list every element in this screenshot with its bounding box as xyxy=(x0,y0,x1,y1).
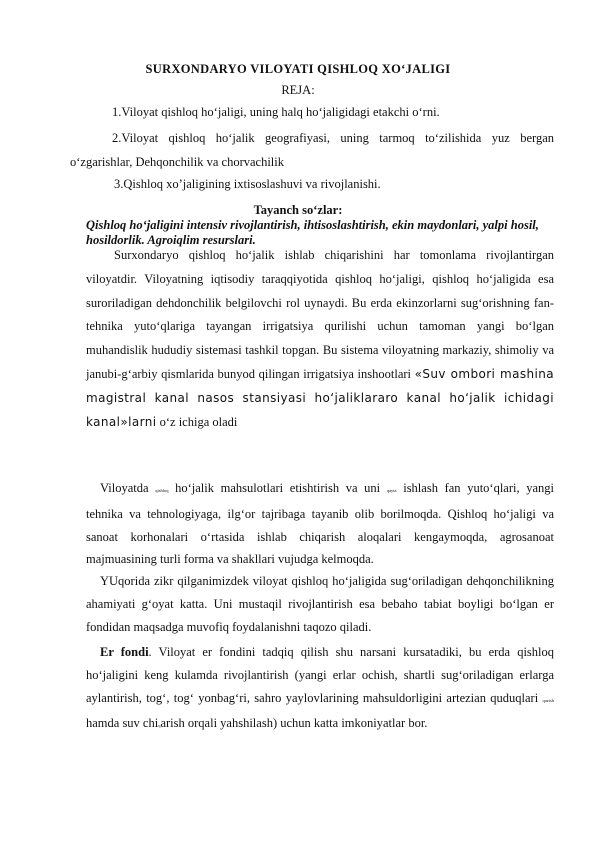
paragraph-production-c: ishlash fan yuto‘qlari, yangi tehnika va tehnologiyaga, ilg‘or tajribaga tayanib olib borilmoqda. Qishloq ho‘jaligi va sanoat korhonalari o‘rtasida ishlab chiqarish aloqalari kengaymoqda, agrosanoat majmuasining turli forma va shakllari vujudga kelmoqda. xyxy=(86,481,555,567)
paragraph-intro xyxy=(86,244,554,434)
paragraph-production xyxy=(86,477,554,571)
keywords-text: Qishloq ho‘jaligini intensiv rivojlantirish, ihtisoslashtirish, ekin maydonlari, yalpi hosil, hosildorlik. Agroiqlim resurslari. xyxy=(86,218,539,247)
paragraph-production-b: ho‘jalik mahsulotlari etishtirish va uni xyxy=(175,481,381,495)
plan-label: REJA: xyxy=(281,83,315,97)
paragraph-irrigation: YUqorida zikr qilganimizdek viloyat qishloq ho‘jaligida sug‘oriladigan dehqonchilikning ahamiyati g‘oyat katta. Uni mustaqil rivojlantirish esa bebaho tabiat boyligi bo‘lgan er fondidan maqsadga muvofiq foydalanishni taqozo qiladi. xyxy=(86,574,554,634)
document-title: SURXONDARYO VILOYATI QISHLOQ XO‘JALIGI xyxy=(145,62,451,76)
paragraph-land-fund-a: . Viloyat er fondini tadqiq qilish shu narsani kursatadiki, bu erda qishloq ho‘jaligini keng kulamda rivojlantirish (yangi erlar ochish, shartli sug‘oriladigan erlarga aylantirish, tog‘, tog‘ yonbag‘ri, sahro yaylovlarining mahsuldorligini artezian quduqlari xyxy=(86,645,554,705)
paragraph-intro-end: o‘z ichiga oladi xyxy=(159,414,238,429)
tiny-letter: q xyxy=(158,723,161,729)
tiny-word: qazish xyxy=(542,697,554,703)
paragraph-intro-text: Surxondaryo qishloq ho‘jalik ishlab chiqarishini har tomonlama rivojlantirgan viloyatdir. Viloyatning iqtisodiy taraqqiyotida qishloq ho‘jaligi, qishloq ho‘jaligida esa suroriladigan dehdonchilik belgilovchi rol uynaydi. Bu erda ekinzorlarni sug‘orishning fan-tehnika yuto‘qlariga tayangan irrigatsiya qurilishi uchun tamoman yangi bo‘lgan muhandislik hududiy sistemasi tashkil topgan. Bu sistema viloyatning markaziy, shimoliy va janubi-g‘arbiy qismlarida bunyod qilingan irrigatsiya inshootlari xyxy=(86,248,554,381)
paragraph-production-a: Viloyatda xyxy=(100,481,149,495)
land-fund-term: Er fondi xyxy=(100,645,149,659)
plan-item-3: 3.Qishloq xo’jaligining ixtisoslashuvi va rivojlanishi. xyxy=(114,177,381,191)
plan-item-1: 1.Viloyat qishloq ho‘jaligi, uning halq ho‘jaligidagi etakchi o‘rni. xyxy=(112,105,440,119)
paragraph-land-fund-b: hamda suv chi xyxy=(86,716,159,731)
paragraph-land-fund xyxy=(86,641,554,738)
paragraph-land-fund-c: arish orqali yahshilash) uchun katta imkoniyatlar bor. xyxy=(160,716,428,731)
irrigation-list-text: «Suv ombori mashina magistral kanal nasos stansiyasi ho‘jaliklararo kanal ho‘jalik ichidagi kanal»larni xyxy=(86,366,554,429)
keywords-label: Tayanch so‘zlar: xyxy=(253,203,343,217)
tiny-word: qayta xyxy=(386,488,397,493)
tiny-word: qishloq xyxy=(155,488,169,493)
plan-item-2: 2.Viloyat qishloq ho‘jalik geografiyasi, uning tarmoq to‘zilishida yuz bergan o‘zgarishlar, Dehqonchilik va chorvachilik xyxy=(70,131,554,169)
